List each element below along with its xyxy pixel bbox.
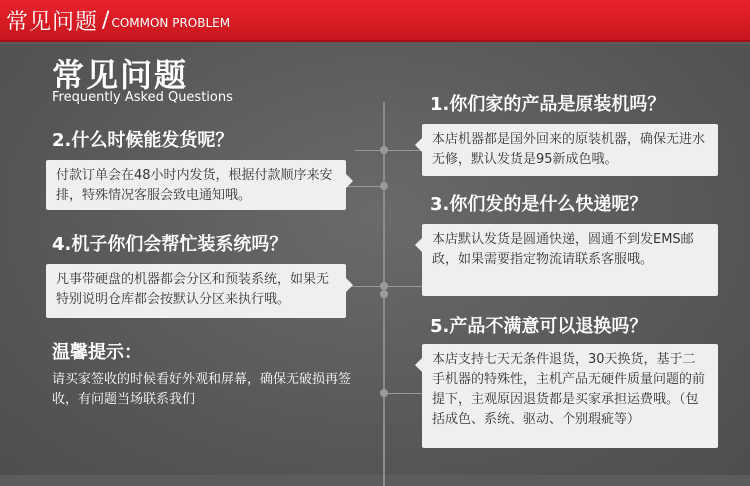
connector-line	[355, 150, 421, 151]
page-title: 常见问题	[52, 56, 189, 94]
faq-answer-4: 凡事带硬盘的机器都会分区和预装系统，如果无特别说明仓库都会按默认分区来执行哦。	[46, 264, 346, 318]
faq-answer-2: 付款订单会在48小时内发货，根据付款顺序来安排，特殊情况客服会致电通知哦。	[46, 160, 346, 210]
faq-panel	[0, 44, 750, 475]
tip-text: 请买家签收的时候看好外观和屏幕，确保无破损再签收，有问题当场联系我们	[52, 372, 352, 407]
header-slash: /	[102, 7, 110, 33]
faq-question-3: 3.你们发的是什么快递呢？	[430, 194, 648, 215]
faq-question-5: 5.产品不满意可以退换吗？	[430, 316, 648, 337]
page-subtitle: Frequently Asked Questions	[52, 90, 233, 105]
faq-answer-3: 本店默认发货是圆通快递，圆通不到发EMS邮政，如果需要指定物流请联系客服哦。	[422, 224, 718, 296]
connector-line	[346, 286, 422, 287]
header-bar	[0, 0, 750, 42]
header-title-en: COMMON PROBLEM	[111, 16, 231, 30]
faq-question-2: 2.什么时候能发货呢？	[52, 130, 234, 151]
faq-question-4: 4.机子你们会帮忙装系统吗？	[52, 234, 288, 255]
faq-answer-1: 本店机器都是国外回来的原装机器，确保无进水无修，默认发货是95新成色哦。	[422, 124, 718, 176]
connector-line	[384, 393, 422, 394]
header-title-zh: 常见问题	[6, 9, 99, 35]
faq-answer-5: 本店支持七天无条件退货，30天换货，基于二手机器的特殊性，主机产品无硬件质量问题的前提下，主观原因退货都是买家承担运费哦。（包括成色、系统、驱动、个别瑕疵等）	[422, 344, 718, 448]
tip-title: 温馨提示：	[52, 342, 142, 363]
timeline-dot	[380, 290, 388, 298]
faq-question-1: 1.你们家的产品是原装机吗？	[430, 94, 666, 115]
